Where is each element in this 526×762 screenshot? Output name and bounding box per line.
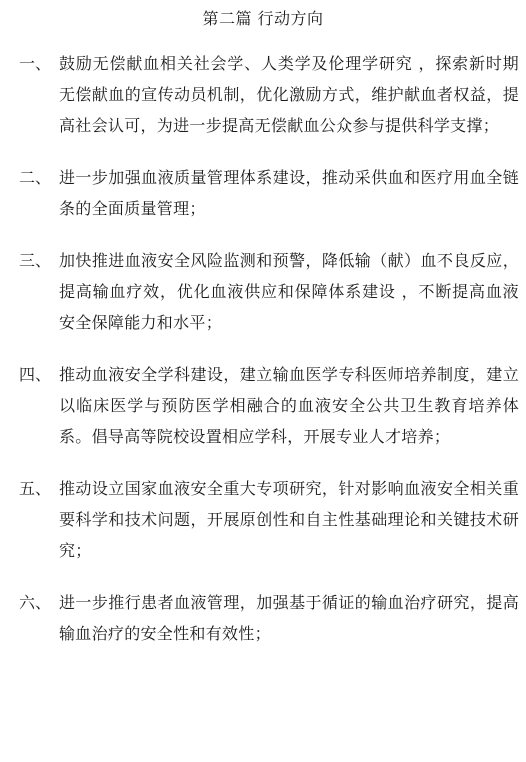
item-text: 推动血液安全学科建设，建立输血医学专科医师培养制度，建立以临床医学与预防医学相融合的血液安全公共卫生教育培养体系。倡导高等院校设置相应学科，开展专业人才培养； [59, 365, 519, 446]
item-text: 进一步推行患者血液管理，加强基于循证的输血治疗研究，提高输血治疗的安全性和有效性； [59, 593, 519, 643]
item-number: 二、 [19, 168, 52, 187]
list-item [0, 245, 526, 338]
list-item [0, 473, 526, 566]
action-list [0, 48, 526, 670]
item-text: 鼓励无偿献血相关社会学、人类学及伦理学研究 ，探索新时期无偿献血的宣传动员机制，优化激励方式，维护献血者权益，提高社会认可，为进一步提高无偿献血公众参与提供科学支撑； [59, 54, 519, 135]
item-number: 三、 [19, 251, 52, 270]
section-title: 第二篇 行动方向 [202, 9, 324, 28]
item-number: 四、 [19, 365, 52, 384]
item-text: 加快推进血液安全风险监测和预警，降低输（献）血不良反应，提高输血疗效，优化血液供应和保障体系建设 ，不断提高血液安全保障能力和水平； [59, 251, 519, 332]
item-number: 五、 [19, 479, 52, 498]
item-text: 进一步加强血液质量管理体系建设，推动采供血和医疗用血全链条的全面质量管理； [59, 168, 519, 218]
item-number: 一、 [19, 54, 52, 73]
item-text: 推动设立国家血液安全重大专项研究，针对影响血液安全相关重要科学和技术问题，开展原创性和自主性基础理论和关键技术研究； [59, 479, 519, 560]
list-item [0, 162, 526, 224]
item-number: 六、 [19, 593, 52, 612]
list-item [0, 359, 526, 452]
list-item [0, 48, 526, 141]
list-item [0, 587, 526, 649]
